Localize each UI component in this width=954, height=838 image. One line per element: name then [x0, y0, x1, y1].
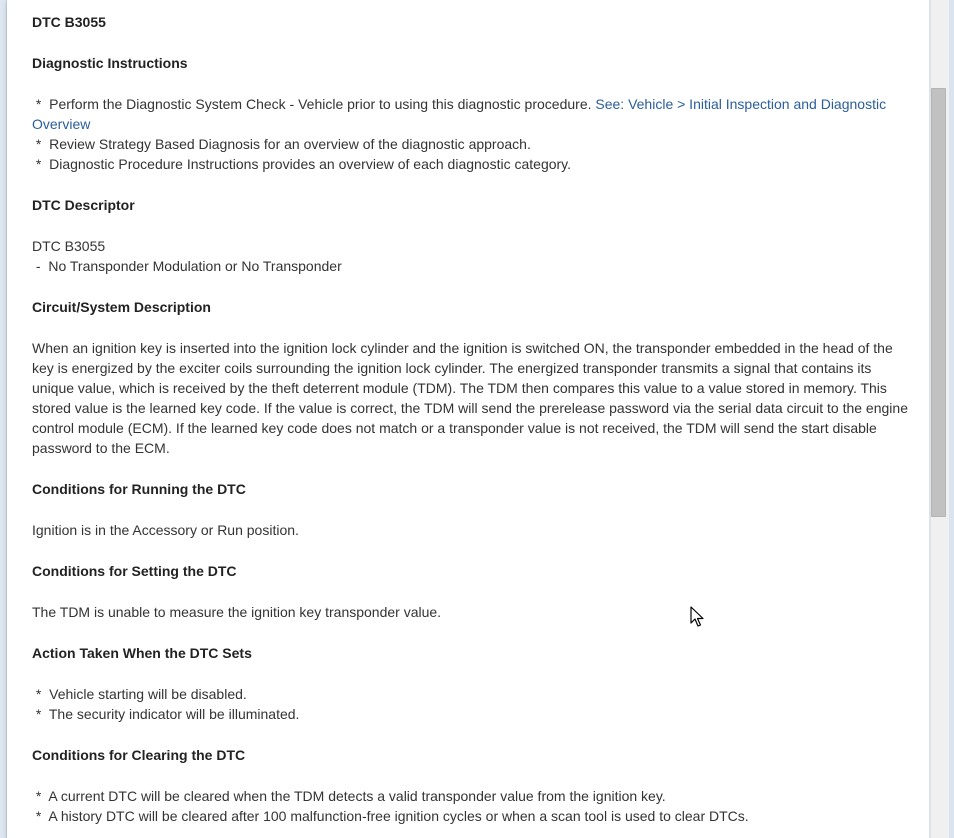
descriptor-code: DTC B3055	[32, 238, 106, 254]
list-item	[32, 134, 908, 154]
mouse-pointer-icon	[690, 606, 706, 628]
descriptor-text-value: No Transponder Modulation or No Transponder	[48, 258, 342, 274]
list-item-text: The security indicator will be illuminated.	[48, 706, 300, 722]
list-item-text: Vehicle starting will be disabled.	[49, 686, 247, 702]
section-heading-diagnostic-instructions: Diagnostic Instructions	[32, 55, 188, 71]
list-item-text: Perform the Diagnostic System Check - Vehicle prior to using this diagnostic procedure.	[49, 96, 596, 112]
list-item-text: A history DTC will be cleared after 100 malfunction-free ignition cycles or when a scan tool is used to clear DTCs.	[48, 808, 749, 824]
list-item-text: Review Strategy Based Diagnosis for an overview of the diagnostic approach.	[49, 136, 531, 152]
section-heading-dtc-descriptor: DTC Descriptor	[32, 197, 135, 213]
section-heading-action-taken: Action Taken When the DTC Sets	[32, 645, 252, 661]
bullet-marker: *	[35, 788, 42, 804]
list-item	[32, 704, 908, 724]
conditions-setting-text: The TDM is unable to measure the ignition key transponder value.	[32, 604, 442, 620]
conditions-running-text: Ignition is in the Accessory or Run position.	[32, 522, 299, 538]
document-pane	[7, 0, 929, 838]
scrollbar-thumb[interactable]	[931, 88, 946, 517]
page-title: DTC B3055	[32, 14, 106, 30]
vehicle-inspection-link[interactable]: See: Vehicle > Initial Inspection and Diagnostic Overview	[32, 96, 887, 132]
document-body	[32, 12, 908, 826]
bullet-marker: *	[35, 706, 42, 722]
bullet-marker: *	[35, 156, 42, 172]
list-item-text: A current DTC will be cleared when the TDM detects a valid transponder value from the ignition key.	[48, 788, 666, 804]
list-item-text: Diagnostic Procedure Instructions provides an overview of each diagnostic category.	[49, 156, 572, 172]
circuit-description-paragraph: When an ignition key is inserted into the ignition lock cylinder and the ignition is switched ON, the transponder embedded in the head of the key is energized by the exciter coils surrounding the ignition lock cylinder. The energized transponder transmits a signal that contains its unique value, which is received by the theft deterrent module (TDM). The TDM then compares this value to a value stored in memory. This stored value is the learned key code. If the value is correct, the TDM will send the prerelease password via the serial data circuit to the engine control module (ECM). If the learned key code does not match or a transponder value is not received, the TDM will send the start disable password to the ECM.	[32, 340, 908, 456]
left-window-edge	[0, 0, 7, 838]
list-item	[32, 786, 908, 806]
bullet-marker: *	[35, 136, 42, 152]
section-heading-conditions-setting: Conditions for Setting the DTC	[32, 563, 237, 579]
descriptor-text	[32, 256, 908, 276]
section-heading-circuit-description: Circuit/System Description	[32, 299, 211, 315]
list-item	[32, 684, 908, 704]
list-item	[32, 806, 908, 826]
section-heading-conditions-running: Conditions for Running the DTC	[32, 481, 246, 497]
section-heading-conditions-clearing: Conditions for Clearing the DTC	[32, 747, 246, 763]
bullet-marker: *	[35, 686, 42, 702]
dash-marker: -	[35, 258, 41, 274]
bullet-marker: *	[35, 808, 42, 824]
bullet-marker: *	[35, 96, 42, 112]
list-item	[32, 94, 908, 134]
list-item	[32, 154, 908, 174]
